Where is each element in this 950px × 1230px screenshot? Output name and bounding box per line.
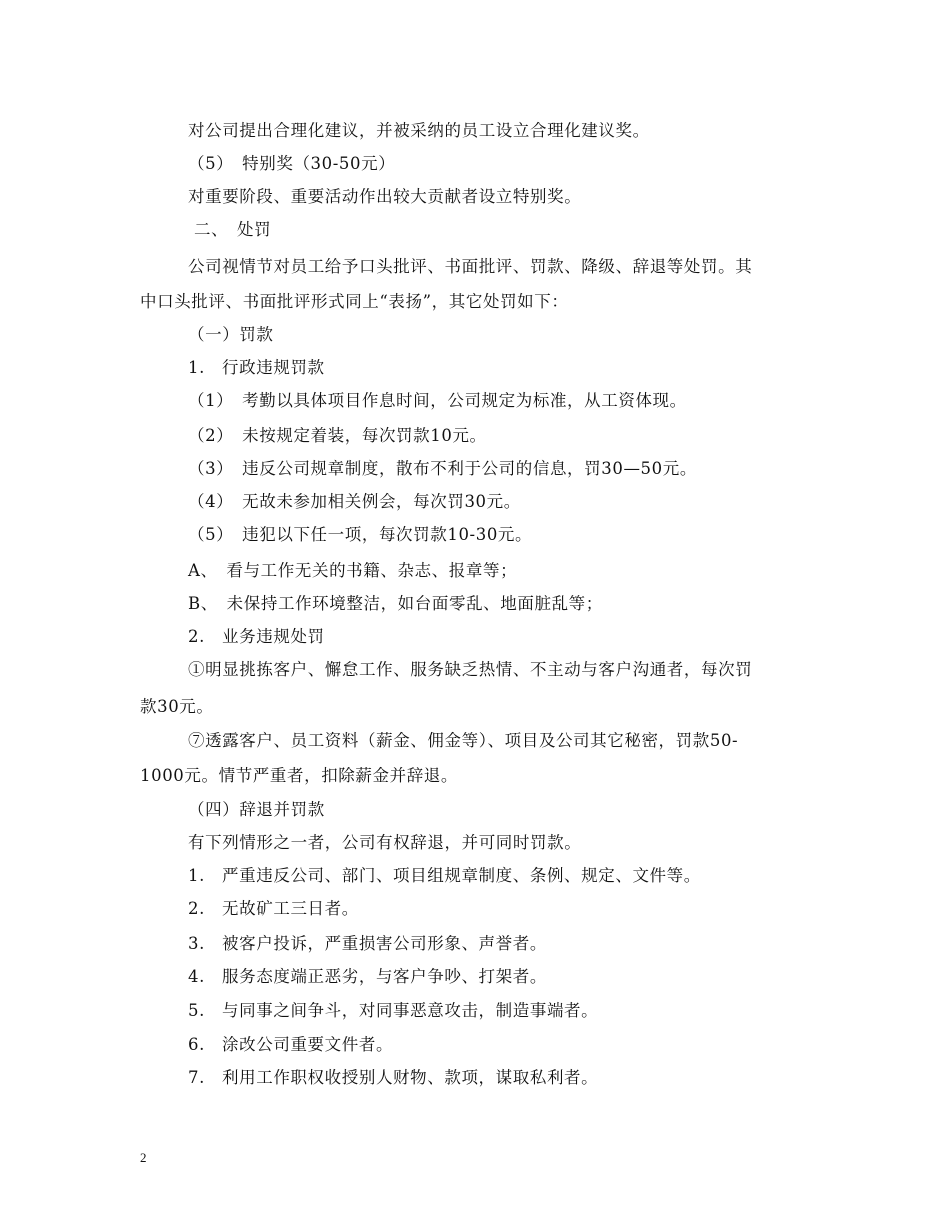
list-item: 5. 与同事之间争斗，对同事恶意攻击，制造事端者。 [188, 1001, 599, 1020]
list-item-special-award: （5） 特别奖（30-50元） [188, 154, 396, 173]
list-item: A、 看与工作无关的书籍、杂志、报章等； [188, 561, 518, 580]
paragraph-line: 对公司提出合理化建议，并被采纳的员工设立合理化建议奖。 [188, 121, 650, 140]
paragraph-line: 有下列情形之一者，公司有权辞退，并可同时罚款。 [188, 833, 582, 852]
list-item: （4） 无故未参加相关例会，每次罚30元。 [188, 492, 521, 511]
subheading-business-violation: 2. 业务违规处罚 [188, 627, 325, 646]
paragraph-line: ⑦透露客户、员工资料（薪金、佣金等）、项目及公司其它秘密，罚款50- [188, 731, 739, 750]
list-item: （3） 违反公司规章制度，散布不利于公司的信息，罚30—50元。 [188, 459, 697, 478]
paragraph-line: 中口头批评、书面批评形式同上“表扬”，其它处罚如下： [140, 292, 569, 311]
list-item: （2） 未按规定着装，每次罚款10元。 [188, 426, 487, 445]
list-item: 3. 被客户投诉，严重损害公司形象、声誉者。 [188, 934, 547, 953]
page-number: 2 [140, 1150, 147, 1165]
list-item: 4. 服务态度端正恶劣，与客户争吵、打架者。 [188, 967, 547, 986]
subheading-admin-violation: 1. 行政违规罚款 [188, 358, 325, 377]
subheading-fines: （一）罚款 [188, 325, 274, 344]
list-item: （5） 违犯以下任一项，每次罚款10-30元。 [188, 525, 533, 544]
section-heading-penalty: 二、 处罚 [194, 220, 272, 239]
list-item: （1） 考勤以具体项目作息时间，公司规定为标准，从工资体现。 [188, 391, 687, 410]
paragraph-line: 1000元。情节严重者，扣除薪金并辞退。 [140, 766, 458, 785]
list-item: 1. 严重违反公司、部门、项目组规章制度、条例、规定、文件等。 [188, 866, 701, 885]
list-item: 7. 利用工作职权收授别人财物、款项，谋取私利者。 [188, 1068, 599, 1087]
list-item: B、 未保持工作环境整洁，如台面零乱、地面脏乱等； [188, 594, 603, 613]
paragraph-line: ①明显挑拣客户、懈怠工作、服务缺乏热情、不主动与客户沟通者，每次罚 [188, 660, 753, 679]
subheading-dismissal: （四）辞退并罚款 [188, 800, 325, 819]
paragraph-line: 对重要阶段、重要活动作出较大贡献者设立特别奖。 [188, 187, 582, 206]
paragraph-line: 款30元。 [140, 697, 214, 716]
list-item: 6. 涂改公司重要文件者。 [188, 1035, 394, 1054]
list-item: 2. 无故矿工三日者。 [188, 899, 359, 918]
paragraph-line: 公司视情节对员工给予口头批评、书面批评、罚款、降级、辞退等处罚。其 [188, 257, 753, 276]
